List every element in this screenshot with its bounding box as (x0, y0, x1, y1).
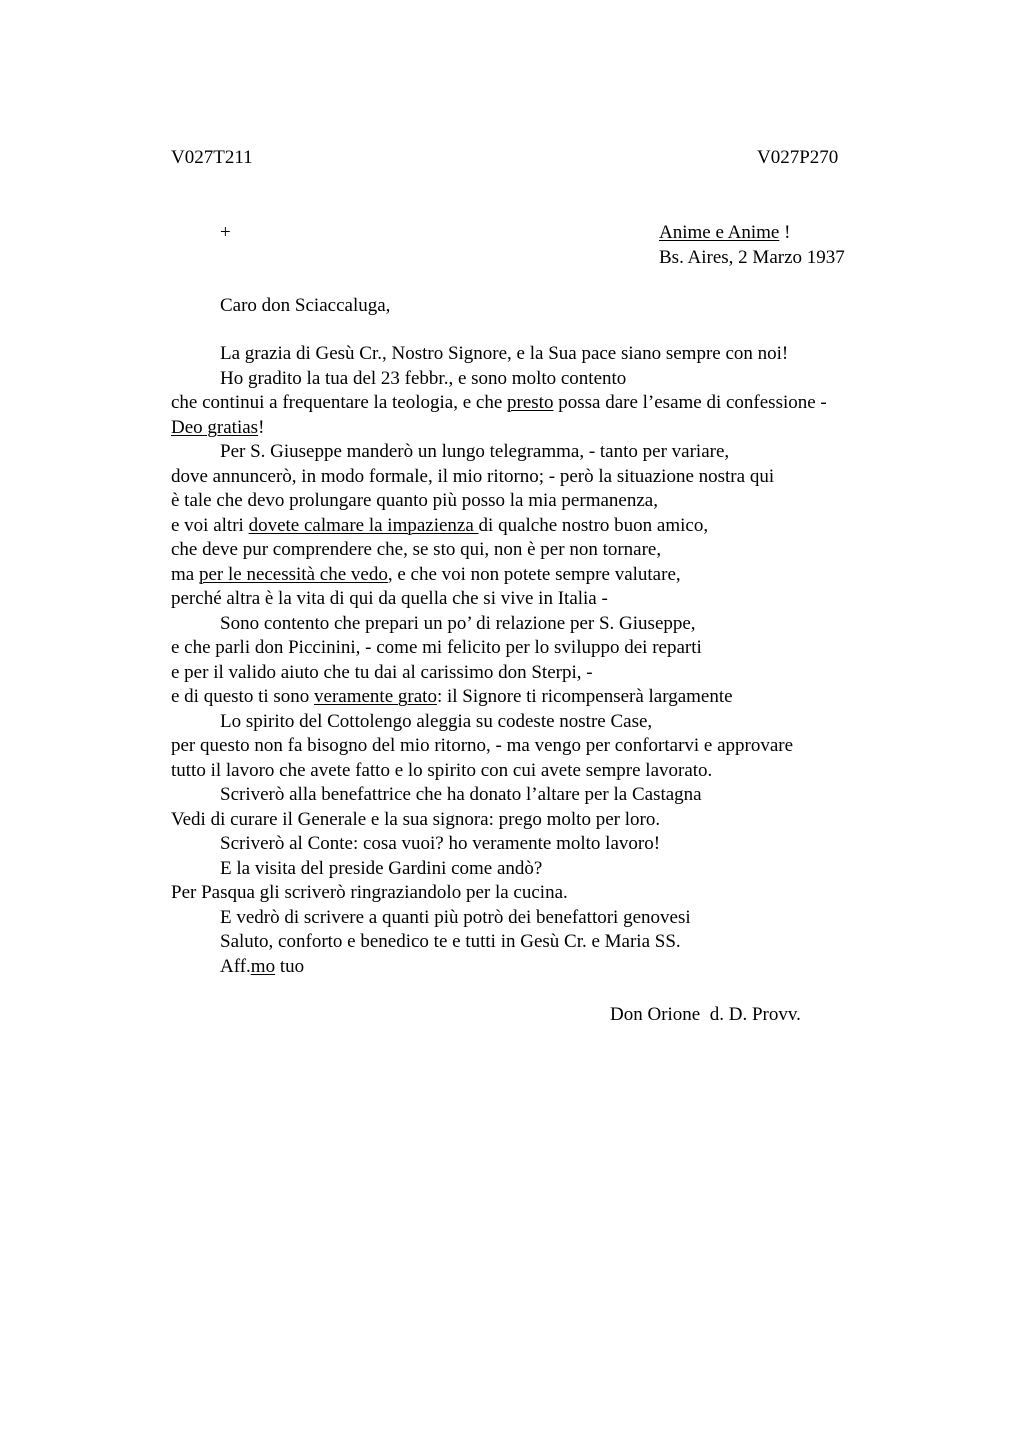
salutation: Caro don Sciaccaluga, (220, 295, 391, 316)
body-line (171, 514, 827, 539)
body-line: Saluto, conforto e benedico te e tutti in Gesù Cr. e Maria SS. (220, 931, 681, 952)
body-text: che continui a frequentare la teologia, e che (171, 392, 508, 413)
body-line (171, 685, 827, 710)
body-text: Aff. (220, 955, 251, 977)
body-text: possa dare l’esame di confessione - (553, 392, 827, 413)
body-line: perché altra è la vita di qui da quella che si vive in Italia - (171, 588, 608, 609)
body-line: tutto il lavoro che avete fatto e lo spirito con cui avete sempre lavorato. (171, 759, 713, 781)
place-date: Bs. Aires, 2 Marzo 1937 (659, 246, 845, 268)
letter-body (171, 342, 827, 979)
body-line: Sono contento che prepari un po’ di relazione per S. Giuseppe, (220, 612, 696, 634)
body-text: , e che voi non potete sempre valutare, (387, 563, 681, 585)
body-text: : il Signore ti ricompenserà largamente (436, 686, 733, 707)
underlined-text: per le necessità che vedo (198, 563, 388, 585)
body-line: per questo non fa bisogno del mio ritorno, - ma vengo per confortarvi e approvare (171, 735, 794, 756)
body-line: E la visita del preside Gardini come andò? (220, 857, 543, 879)
body-text: tuo (275, 955, 305, 977)
closing-line (171, 955, 827, 980)
body-line: Vedi di curare il Generale e la sua signora: prego molto per loro. (171, 808, 661, 830)
body-text: e voi altri (171, 514, 249, 536)
body-line: Ho gradito la tua del 23 febbr., e sono molto contento (220, 367, 627, 389)
body-line (171, 416, 827, 441)
body-line: Per Pasqua gli scriverò ringraziandolo per la cucina. (171, 882, 568, 903)
signature: Don Orione d. D. Provv. (610, 1004, 801, 1025)
document-reference-left: V027T211 (171, 147, 253, 168)
body-text: di qualche nostro buon amico, (478, 514, 709, 536)
underlined-text: veramente grato (314, 686, 437, 707)
letter-heading (659, 221, 845, 270)
body-line: Scriverò al Conte: cosa vuoi? ho veramente molto lavoro! (220, 833, 661, 854)
body-line: è tale che devo prolungare quanto più posso la mia permanenza, (171, 490, 658, 511)
underlined-text: mo (250, 955, 276, 977)
body-line: dove annuncerò, in modo formale, il mio ritorno; - però la situazione nostra qui (171, 465, 775, 487)
body-text: ma (171, 563, 199, 585)
body-line: che deve pur comprendere che, se sto qui, non è per non tornare, (171, 539, 662, 560)
body-line (171, 563, 827, 588)
body-line (171, 391, 827, 416)
body-line: La grazia di Gesù Cr., Nostro Signore, e la Sua pace siano sempre con noi! (220, 343, 789, 364)
document-reference-right: V027P270 (757, 147, 839, 168)
body-line: Per S. Giuseppe manderò un lungo telegramma, - tanto per variare, (220, 441, 730, 462)
underlined-text: dovete calmare la impazienza (248, 514, 479, 536)
motto-line (659, 221, 845, 246)
underlined-text: Deo gratias (171, 416, 259, 438)
body-text: ! (258, 416, 265, 438)
body-line: E vedrò di scrivere a quanti più potrò dei benefattori genovesi (220, 906, 691, 928)
body-line: e che parli don Piccinini, - come mi felicito per lo sviluppo dei reparti (171, 637, 702, 658)
cross-symbol: + (220, 222, 231, 243)
motto-text: Anime e Anime (659, 222, 780, 243)
body-line: e per il valido aiuto che tu dai al carissimo don Sterpi, - (171, 661, 593, 683)
motto-exclamation: ! (779, 222, 791, 243)
underlined-text: presto (507, 392, 554, 413)
body-line: Scriverò alla benefattrice che ha donato l’altare per la Castagna (220, 784, 702, 805)
body-line: Lo spirito del Cottolengo aleggia su codeste nostre Case, (220, 710, 653, 732)
body-text: e di questo ti sono (171, 686, 315, 707)
